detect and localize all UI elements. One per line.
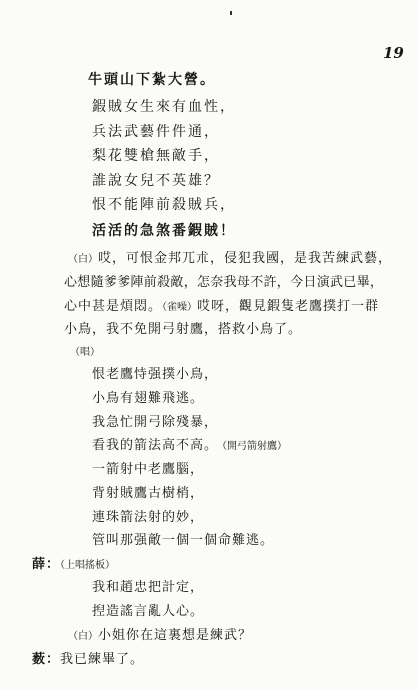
verse-line: 鍜賊女生來有血性， (92, 99, 236, 115)
verse-line: 我和趙忠把計定， (92, 580, 205, 595)
stage-cue: （上唱搖板） (60, 560, 116, 571)
verse-line: 牛頭山下紮大營。 (88, 72, 216, 88)
verse-line: 恨不能陣前殺賊兵， (92, 197, 236, 213)
verse-line (92, 438, 287, 454)
verse-line: 管叫那强敵一個一個命難逃。 (92, 533, 275, 548)
dialogue-line: 心想隨爹爹陣前殺敵，怎奈我母不許，今日演武已畢， (64, 275, 384, 290)
dialogue-text: 心中甚是煩悶。 (64, 299, 163, 314)
dialogue-line: 小鳥，我不免開弓射鷹，搭救小鳥了。 (64, 322, 303, 337)
stage-direction: （雀噪） (162, 302, 198, 313)
dialogue-line (68, 628, 252, 644)
dialogue-text: 哎呀，觀見鍜隻老鷹撲打一群 (197, 299, 380, 314)
speaker-name: 薛： (32, 557, 61, 572)
stage-cue: （白） (68, 631, 98, 642)
verse-line: 活活的急煞番鍜賊！ (92, 223, 236, 239)
stage-cue: （白） (68, 254, 98, 265)
speaker-line (32, 652, 144, 667)
speaker-line (32, 557, 115, 573)
verse-line: 揑造謠言亂人心。 (92, 604, 205, 619)
verse-line: 背射賊鷹古樹梢， (92, 486, 205, 501)
dialogue-line (64, 299, 379, 315)
stage-cue: （唱） (70, 347, 100, 358)
verse-line: 恨老鷹恃强撲小鳥， (92, 367, 219, 382)
ink-speck (230, 11, 232, 15)
dialogue-text: 哎，可恨金邦兀朮，侵犯我國，是我苦練武藝， (98, 251, 393, 266)
stage-direction: （開弓箭射鷹） (222, 441, 288, 452)
page-number: 19 (383, 44, 404, 62)
verse-line: 小鳥有翅難飛逃。 (92, 391, 205, 406)
verse-line: 誰說女兒不英雄？ (92, 173, 220, 189)
verse-line: 梨花雙槍無敵手， (92, 148, 220, 164)
dialogue-text: 小姐你在這裏想是練武？ (98, 628, 253, 643)
dialogue-text: 我已練畢了。 (60, 652, 145, 667)
verse-text: 看我的箭法高不高。 (92, 438, 219, 453)
verse-line: 連珠箭法射的妙， (92, 510, 205, 525)
dialogue-line (68, 251, 392, 267)
verse-line: 我急忙開弓除殘暴， (92, 415, 219, 430)
speaker-name: 薮： (32, 652, 61, 667)
verse-line: 一箭射中老鷹腦， (92, 462, 205, 477)
verse-line: 兵法武藝件件通， (92, 124, 220, 140)
